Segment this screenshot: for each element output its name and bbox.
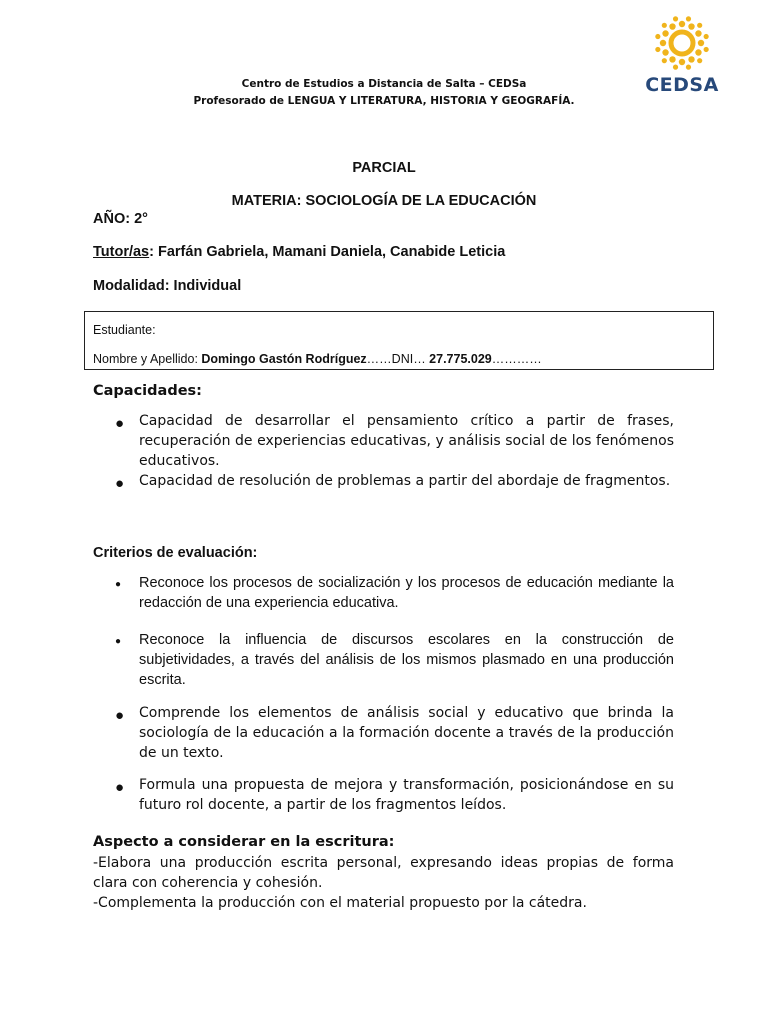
criterios-title: Criterios de evaluación: bbox=[93, 545, 258, 561]
modality-line: Modalidad: Individual bbox=[93, 278, 242, 294]
logo-text: CEDSA bbox=[645, 74, 719, 96]
capacidades-title: Capacidades: bbox=[93, 383, 202, 399]
document-title: PARCIAL bbox=[352, 160, 416, 176]
institution-program: Profesorado de LENGUA Y LITERATURA, HISTORIA Y GEOGRAFÍA. bbox=[193, 95, 575, 107]
sun-ray-dot bbox=[698, 40, 704, 46]
bullet-icon: ● bbox=[115, 707, 125, 724]
student-name-row bbox=[93, 352, 542, 366]
sun-ray-dot bbox=[686, 65, 691, 70]
criterio-item: Reconoce la influencia de discursos escolares en la construcción de subjetividades, a través del análisis de los mismos plasmado en una producción escrita. bbox=[139, 632, 674, 688]
bullet-icon: ● bbox=[115, 415, 125, 432]
tutors-label: Tutor/as bbox=[93, 244, 150, 260]
student-dni-value: 27.775.029 bbox=[429, 352, 492, 366]
sun-ray-dot bbox=[686, 16, 691, 21]
sun-ray-dot bbox=[704, 47, 709, 52]
sun-ray-dot bbox=[697, 23, 702, 28]
student-trailing-dots: ………… bbox=[491, 352, 542, 366]
student-dni-label: ……DNI… bbox=[366, 352, 430, 366]
sun-ray-dot bbox=[655, 34, 660, 39]
sun-ray-dot bbox=[688, 23, 694, 29]
bullet-icon: ● bbox=[115, 779, 125, 796]
sun-ray-dot bbox=[662, 30, 668, 36]
aspecto-line: -Complementa la producción con el material propuesto por la cátedra. bbox=[93, 895, 587, 911]
student-heading: Estudiante: bbox=[93, 323, 156, 337]
sun-ray-dot bbox=[662, 23, 667, 28]
sun-ray-dot bbox=[688, 56, 694, 62]
sun-ray-dot bbox=[660, 40, 666, 46]
bullet-icon: ● bbox=[115, 475, 125, 492]
sun-ray-dot bbox=[673, 65, 678, 70]
sun-ring bbox=[671, 32, 693, 54]
sun-ray-dot bbox=[662, 49, 668, 55]
capacidad-item: Capacidad de desarrollar el pensamiento crítico a partir de frases, recuperación de experiencias educativas, y análisis social de los fenómenos educativos. bbox=[139, 413, 674, 469]
student-name-label: Nombre y Apellido: bbox=[93, 352, 202, 366]
sun-ray-dot bbox=[669, 23, 675, 29]
tutors-value: : Farfán Gabriela, Mamani Daniela, Canabide Leticia bbox=[149, 244, 506, 260]
sun-logo-icon bbox=[640, 14, 724, 74]
sun-ray-dot bbox=[704, 34, 709, 39]
sun-ray-dot bbox=[662, 58, 667, 63]
institution-name: Centro de Estudios a Distancia de Salta – CEDSa bbox=[241, 78, 527, 90]
criterio-item: Reconoce los procesos de socialización y los procesos de educación mediante la redacción de una experiencia educativa. bbox=[139, 575, 674, 611]
sun-ray-dot bbox=[655, 47, 660, 52]
sun-ray-dot bbox=[697, 58, 702, 63]
sun-ray-dot bbox=[695, 30, 701, 36]
subject-title: MATERIA: SOCIOLOGÍA DE LA EDUCACIÓN bbox=[231, 193, 537, 209]
student-info-box bbox=[84, 311, 714, 370]
bullet-icon: ● bbox=[115, 579, 122, 590]
sun-ray-dot bbox=[673, 16, 678, 21]
sun-ray-dot bbox=[679, 21, 685, 27]
tutors-line bbox=[93, 244, 505, 260]
aspecto-line: -Elabora una producción escrita personal, expresando ideas propias de forma clara con coherencia y cohesión. bbox=[93, 855, 674, 891]
sun-ray-dot bbox=[679, 59, 685, 65]
sun-ray-dot bbox=[669, 56, 675, 62]
year-label: AÑO: 2° bbox=[93, 211, 148, 227]
capacidad-item: Capacidad de resolución de problemas a partir del abordaje de fragmentos. bbox=[139, 473, 671, 489]
bullet-icon: ● bbox=[115, 636, 122, 647]
criterio-item: Formula una propuesta de mejora y transformación, posicionándose en su futuro rol docente, a partir de los fragmentos leídos. bbox=[139, 777, 674, 813]
sun-ray-dot bbox=[695, 49, 701, 55]
criterio-item: Comprende los elementos de análisis social y educativo que brinda la sociología de la educación a la formación docente a través de la producción de un texto. bbox=[139, 705, 674, 761]
student-name-value: Domingo Gastón Rodríguez bbox=[201, 352, 367, 366]
aspecto-title: Aspecto a considerar en la escritura: bbox=[93, 834, 395, 850]
